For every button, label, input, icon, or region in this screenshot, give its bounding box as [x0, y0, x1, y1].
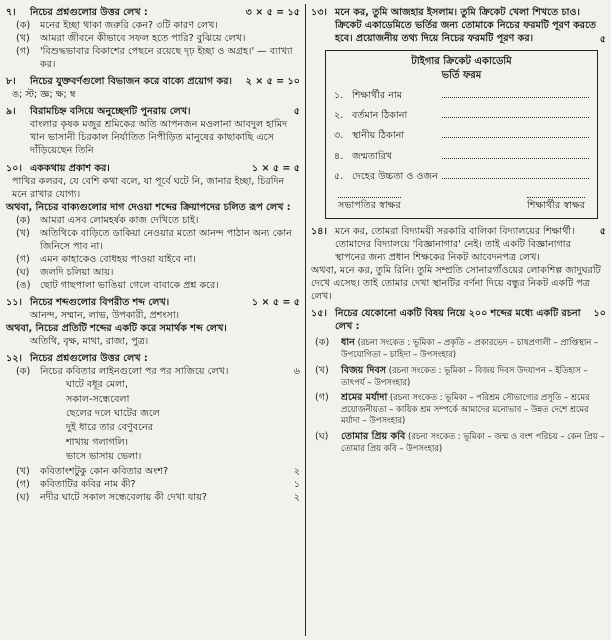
- question-title: নিচের প্রশ্নগুলোর উত্তর লেখ :: [30, 353, 148, 365]
- sub-marks: ১: [293, 478, 300, 490]
- sub-text: জলদি চলিয়া আয়।: [40, 266, 114, 278]
- form-field: [334, 149, 589, 163]
- sub-question: [6, 253, 300, 266]
- question-number: ১০।: [6, 162, 22, 174]
- question-marks: ১০: [593, 307, 606, 319]
- field-blank: [442, 88, 589, 98]
- alternative-question: অথবা, মনে কর, তুমি রিনি। তুমি সম্প্রতি সোনারগাঁওয়ের লোকশিল্প জাদুঘরটি দেখে এসেছ। তাই তোমার দেখা স্থানটির বর্ণনা দিয়ে বন্ধুর নিকট একটি পত্র লেখ।: [311, 264, 601, 302]
- question-title: নিচের প্রশ্নগুলোর উত্তর লেখ :: [30, 7, 148, 18]
- question-11-heading: [6, 296, 300, 309]
- admission-form: [325, 50, 598, 218]
- question-marks: ৩ × ৫ = ১৫: [245, 7, 300, 18]
- topic-name: শ্রমের মর্যাদা: [341, 391, 388, 403]
- question-title: নিচের যুক্তবর্ণগুলো বিভাজন করে বাক্যে প্রয়োগ কর।: [30, 76, 232, 88]
- sub-question: [6, 279, 300, 292]
- alternative-heading: অথবা, নিচের প্রতিটি শব্দের একটি করে সমার্থক শব্দ লেখ।: [6, 323, 227, 335]
- question-marks: ১ × ৫ = ৫: [251, 162, 300, 174]
- sub-text: ছোট গাছপালা ভাঙিয়া গেলে বাবাকে প্রশ্ন করে।: [40, 279, 219, 291]
- poem-line: ভাসে ভাসায় ভেলা।: [66, 451, 142, 463]
- sub-text: নদীর ঘাটে সকাল সন্ধেবেলায় কী দেখা যায়?: [40, 491, 207, 503]
- sub-question: [6, 45, 300, 71]
- sub-question: [6, 19, 300, 32]
- topic-label: (খ): [315, 364, 329, 376]
- question-text: মনে কর, তোমরা বিদ্যাময়ী সরকারি বালিকা বিদ্যালয়ের শিক্ষার্থী। তোমাদের বিদ্যালয়ে 'বিজ্ঞানাগার' নেই। তাই একটি বিজ্ঞানাগার স্থাপনের জন্য প্রধান শিক্ষকের নিকট আবেদনপত্র লেখ।: [335, 225, 575, 263]
- question-marks: ২ × ৫ = ১০: [245, 76, 300, 88]
- question-marks: ৫: [599, 34, 606, 46]
- sub-marks: ২: [293, 465, 300, 477]
- question-number: ১৪।: [311, 225, 327, 237]
- sub-text: নিচের কবিতার লাইনগুলো পর পর সাজিয়ে লেখ।: [40, 366, 229, 378]
- field-blank: [442, 149, 589, 159]
- topic-name: তোমার প্রিয় কবি: [341, 430, 406, 442]
- question-marks: ৫: [293, 106, 300, 118]
- antonym-words: আনন্দ, সম্মান, লাভ, উপকারী, প্রশংসা।: [30, 310, 180, 322]
- sub-label: (গ): [16, 46, 30, 58]
- sub-marks: ২: [293, 491, 300, 503]
- essay-topic: [311, 391, 606, 427]
- field-label: স্থানীয় ঠিকানা: [352, 130, 405, 142]
- form-field: [334, 169, 589, 183]
- sub-label: (খ): [16, 227, 30, 239]
- field-label: বর্তমান ঠিকানা: [352, 110, 408, 122]
- essay-topic: [311, 430, 606, 454]
- sub-question: [6, 227, 300, 253]
- column-divider: [305, 4, 306, 636]
- topic-name: বিজয় দিবস: [341, 364, 387, 376]
- form-title: টাইগার ক্রিকেট একাডেমি: [411, 56, 512, 68]
- field-number: ১.: [334, 90, 344, 102]
- question-number: ৭।: [6, 7, 16, 18]
- sub-label: (গ): [16, 478, 30, 490]
- sub-label: (ঘ): [16, 266, 30, 278]
- sub-question: [6, 465, 300, 478]
- question-7-heading: [6, 6, 300, 19]
- signature-row: [334, 197, 589, 212]
- sub-label: (ঘ): [16, 491, 30, 503]
- sub-text: মনের ইচ্ছা থাকা জরুরি কেন? ৩টি কারণ লেখ।: [40, 20, 218, 32]
- poem-line: দুই ধারে তার বেণুবনের: [66, 422, 153, 434]
- sub-label: (ঙ): [16, 279, 31, 291]
- field-label: শিক্ষার্থীর নাম: [352, 90, 403, 102]
- topic-label: (ঘ): [315, 430, 329, 442]
- sub-label: (খ): [16, 33, 30, 45]
- sub-question: [6, 365, 300, 378]
- form-subtitle: ভর্তি ফরম: [441, 69, 482, 81]
- question-number: ১৩।: [311, 7, 327, 18]
- question-15-heading: [311, 307, 606, 333]
- sub-label: (ক): [16, 214, 31, 226]
- conjunct-letters: ঙ; স্ট; জ্ঞ; ক্ষ; ম্ব: [12, 89, 76, 101]
- form-field: [334, 128, 589, 142]
- question-marks: ১ × ৫ = ৫: [251, 296, 300, 308]
- essay-topic: [311, 336, 606, 360]
- question-title: নিচের যেকোনো একটি বিষয় নিয়ে ২০০ শব্দের মধ্যে একটি রচনা লেখ :: [335, 307, 581, 332]
- president-signature: সভাপতির স্বাক্ষর: [338, 197, 401, 212]
- poem-line: সকাল-সন্ধেবেলা: [66, 393, 130, 405]
- question-number: ৯।: [6, 106, 16, 118]
- sub-label: (ক): [16, 20, 31, 32]
- topic-hint: (রচনা সংকেত : ভূমিকা – প্রকৃতি – প্রকারভেদ – চাষপ্রণালী – প্রাপ্তিস্থান – উপযোগিতা – চাহিদা – উপসংহার): [341, 337, 599, 360]
- topic-hint: (রচনা সংকেত : ভূমিকা – বিজয় দিবস উদযাপন – ইতিহাস – তাৎপর্য – উপসংহার): [341, 364, 588, 387]
- topic-hint: (রচনা সংকেত : ভূমিকা – পরিশ্রম সৌভাগ্যের প্রসূতি – শ্রমের প্রয়োজনীয়তা – কায়িক শ্রম সম্পর্কে আমাদের মনোভাব – উন্নত দেশে শ্রমের মর্যাদা – উপসংহার): [341, 391, 590, 426]
- question-8-heading: [6, 75, 300, 88]
- topic-label: (গ): [315, 391, 329, 403]
- synonym-words: অতিথি, বৃক্ষ, মাথা, রাজা, পুত্র।: [30, 336, 149, 348]
- question-number: ১২।: [6, 353, 22, 365]
- question-number: ১৫।: [311, 307, 327, 319]
- topic-hint: (রচনা সংকেত : ভূমিকা – জন্ম ও বংশ পরিচয় – কেন প্রিয় – তোমার প্রিয় কবি – উপসংহার): [341, 430, 605, 453]
- question-title: বিরামচিহ্ন বসিয়ে অনুচ্ছেদটি পুনরায় লেখ।: [30, 106, 191, 118]
- field-number: ২.: [334, 110, 344, 122]
- question-12-heading: [6, 352, 300, 365]
- topic-name: ধান: [341, 337, 355, 349]
- sub-text: আমরা এসব লোমহর্ষক কাজ দেখিতে চাই।: [40, 214, 199, 226]
- student-signature: শিক্ষার্থীর স্বাক্ষর: [527, 197, 585, 212]
- sub-text: অতিথিকে বাড়িতে ডাকিয়া নেওয়ার মতো আনন্দ পাঠান অন্য কোন জিনিসে পাব না।: [40, 227, 292, 252]
- field-number: ৩.: [334, 130, 344, 142]
- question-10-heading: [6, 162, 300, 175]
- sub-text: আমরা জীবনে কীভাবে সফল হতে পারি? বুঝিয়ে লেখ।: [40, 33, 246, 45]
- poem-lines: [6, 378, 300, 464]
- sub-label: (খ): [16, 465, 30, 477]
- question-13-heading: [311, 6, 606, 45]
- poem-line: ঘাটে বধূর মেলা,: [66, 379, 129, 391]
- sub-text: কবিতাংশটুকু কোন কবিতার অংশ?: [40, 465, 169, 477]
- sub-marks: ৬: [293, 366, 300, 378]
- one-word-phrases: পাখির কলরব, যে বেশি কথা বলে, যা পূর্বে ঘটে নি, জানার ইচ্ছা, চিরদিন মনে রাখার যোগ্য।: [12, 175, 285, 200]
- field-label: জন্মতারিখ: [352, 150, 393, 162]
- essay-topic: [311, 364, 606, 388]
- sub-label: (গ): [16, 253, 30, 265]
- question-number: ৮।: [6, 76, 16, 88]
- question-marks: ৫: [599, 225, 606, 237]
- field-blank: [442, 128, 589, 138]
- sub-question: [6, 478, 300, 491]
- form-field: [334, 88, 589, 102]
- alternative-heading: অথবা, নিচের বাক্যগুলোর দাগ দেওয়া শব্দের ক্রিয়াপদের চলিত রূপ লেখ :: [6, 201, 291, 213]
- sub-question: [6, 266, 300, 279]
- field-blank: [442, 169, 589, 179]
- right-column: [311, 6, 606, 454]
- sub-text: এমন কাহাকেও বোধহয় পাওয়া যাইবে না।: [40, 253, 196, 265]
- question-text: মনে কর, তুমি আজহার ইসলাম। তুমি ক্রিকেট খেলা শিখতে চাও। ক্রিকেট একাডেমিতে ভর্তির জন্য তোমাকে নিচের ফরমটি পূরণ করতে হবে। প্রয়োজনীয় তথ্য দিয়ে নিচের ফরমটি পূরণ কর।: [335, 7, 597, 45]
- sub-question: [6, 214, 300, 227]
- question-title: এককথায় প্রকাশ কর।: [30, 162, 110, 174]
- left-column: [6, 6, 300, 504]
- sub-text: কবিতাটির কবির নাম কী?: [40, 478, 136, 490]
- field-label: দেহের উচ্চতা ও ওজন: [352, 170, 438, 182]
- field-blank: [442, 108, 589, 118]
- sub-text: 'বিশুদ্ধভাবার বিকাশের পেছনে রয়েছে দৃঢ় ইচ্ছা ও অগ্রহ।' — ব্যাখ্যা কর।: [40, 46, 293, 71]
- question-title: নিচের শব্দগুলোর বিপরীত শব্দ লেখ।: [30, 296, 170, 308]
- question-number: ১১।: [6, 296, 22, 308]
- poem-line: শাখায় গলাগলি।: [66, 436, 129, 448]
- question-9-heading: [6, 105, 300, 118]
- topic-label: (ক): [315, 337, 330, 349]
- field-number: ৪.: [334, 150, 344, 162]
- poem-line: ছেলের দলে ঘাটের জলে: [66, 408, 160, 420]
- form-field: [334, 108, 589, 122]
- question-14-heading: [311, 225, 606, 264]
- sub-label: (ক): [16, 366, 31, 378]
- punctuation-paragraph: বাংলার কৃষক মজুর শ্রমিকের অতি আপনজন মওলানা আবদুল হামিদ খান ভাসানী চিরকাল নির্যাতিত নিপীড়িত মানুষের কাছাকাছি এসে দাঁড়িয়েছেন তিনি: [30, 119, 288, 157]
- sub-question: [6, 32, 300, 45]
- sub-question: [6, 491, 300, 504]
- field-number: ৫.: [334, 170, 344, 182]
